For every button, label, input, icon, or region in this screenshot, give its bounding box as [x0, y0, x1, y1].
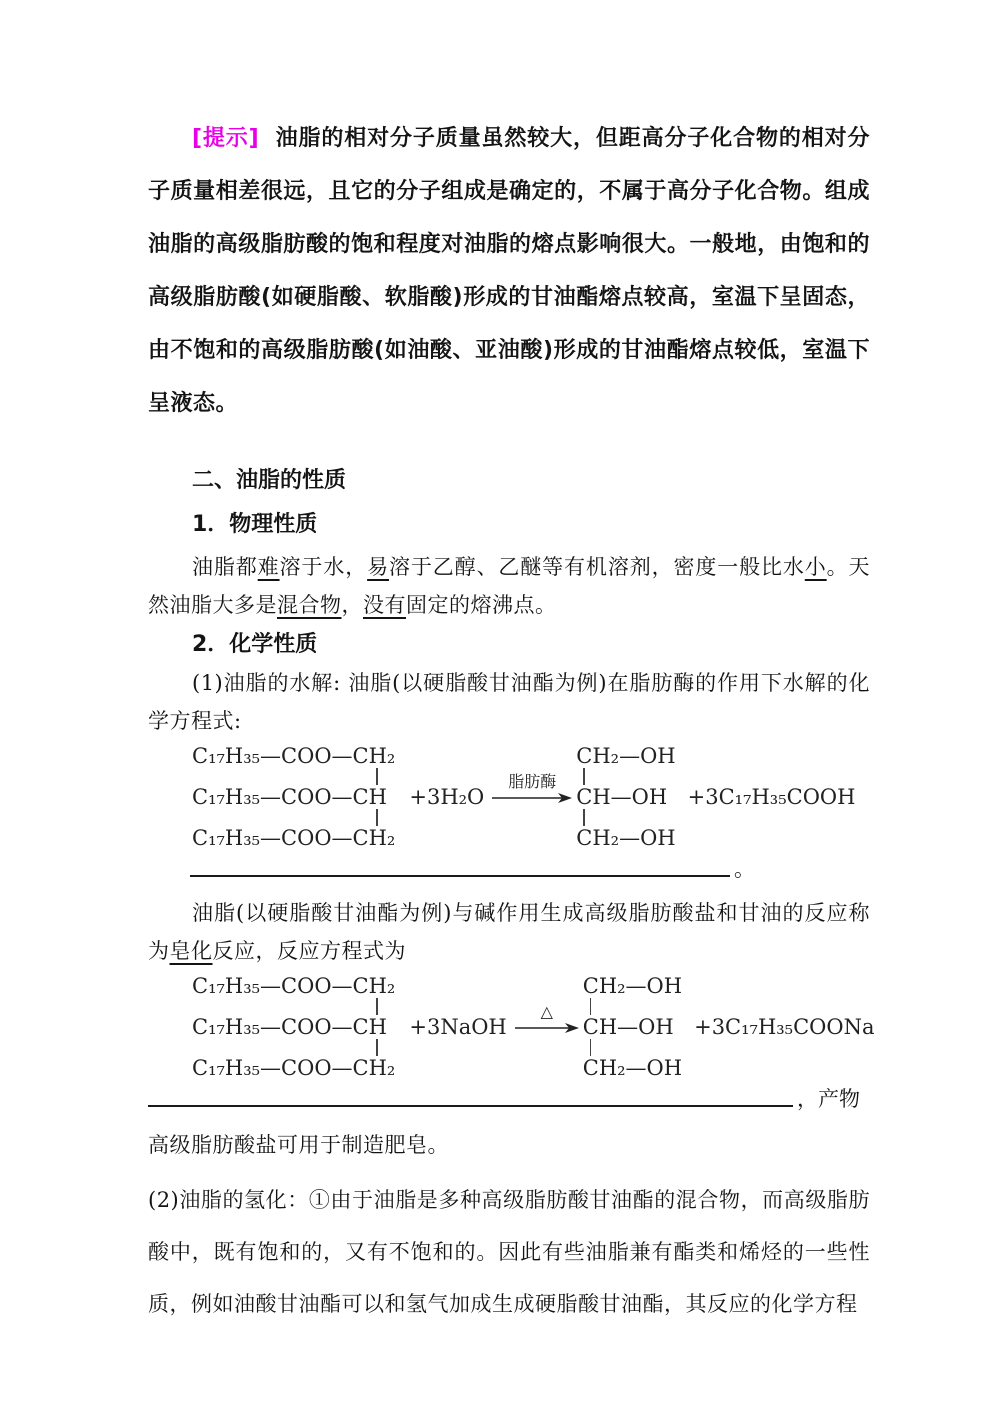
hint-text: 油脂的相对分子质量虽然较大，但距高分子化合物的相对分子质量相差很远，且它的分子组成是确定的，不属于高分子化合物。组成油脂的高级脂肪酸的饱和程度对油脂的熔点影响很大。一般地，由饱和的高级脂肪酸(如硬脂酸、软脂酸)形成的甘油酯熔点较高，室温下呈固态，由不饱和的高级脂肪酸(如油酸、亚油酸)形成的甘油酯熔点较低，室温下呈液态。 [148, 126, 870, 416]
physical-properties-paragraph [148, 548, 870, 624]
glycerol-structure [576, 744, 675, 850]
hydrogenation-paragraph: (2)油脂的氢化：①由于油脂是多种高级脂肪酸甘油酯的混合物，而高级脂肪酸中，既有饱和的，又有不饱和的。因此有些油脂兼有酯类和烯烃的一些性质，例如油酸甘油酯可以和氢气加成生成硬脂酸甘油酯，其反应的化学方程 [148, 1188, 870, 1316]
subsection-heading-physical: 1．物理性质 [192, 512, 318, 537]
formula-row: CH—OH [576, 785, 668, 809]
reaction-arrow [515, 1002, 579, 1034]
triester-structure [192, 744, 395, 850]
product-term: +3C₁₇H₃₅COONa [694, 1015, 875, 1039]
formula-row: C₁₇H₃₅—COO—CH₂ [192, 974, 396, 998]
formula-row: C₁₇H₃₅—COO—CH₂ [192, 1056, 396, 1080]
formula-row: CH₂—OH [582, 1056, 683, 1080]
hydrolysis-equation-main [148, 744, 870, 850]
text-segment: 反应，反应方程式为 [212, 939, 406, 963]
arrow-condition-label: △ [540, 1002, 553, 1021]
bond-line [376, 768, 378, 785]
saponification-equation-foot [148, 1086, 870, 1112]
underlined-term: 小 [804, 555, 827, 579]
reagent-term: +3NaOH [409, 1015, 507, 1039]
saponification-paragraph [148, 894, 870, 970]
formula-row: C₁₇H₃₅—COO—CH₂ [192, 744, 396, 768]
underlined-term: 皂化 [169, 939, 213, 963]
bond-line [583, 809, 585, 826]
formula-row: C₁₇H₃₅—COO—CH [192, 1015, 387, 1039]
formula-row: CH₂—OH [576, 744, 676, 768]
hint-label: [提示] [192, 126, 260, 151]
hydrolysis-equation [148, 744, 870, 882]
formula-row: CH₂—OH [576, 826, 676, 850]
subsection-heading-chemical: 2．化学性质 [192, 632, 318, 657]
underlined-term: 易 [367, 555, 389, 579]
arrow-condition-label: 脂肪酶 [508, 772, 557, 791]
reagent-term: +3H₂O [409, 785, 485, 809]
text-segment: 固定的熔沸点。 [406, 593, 557, 617]
product-term: +3C₁₇H₃₅COOH [687, 785, 856, 809]
triester-structure [192, 974, 395, 1080]
saponification-equation-main [148, 974, 875, 1080]
formula-row: CH₂—OH [582, 974, 683, 998]
bond-line [376, 809, 378, 826]
underlined-term: 难 [257, 555, 280, 579]
hydrolysis-equation-foot [148, 856, 870, 882]
hydrolysis-intro-paragraph: (1)油脂的水解: 油脂(以硬脂酸甘油酯为例)在脂肪酶的作用下水解的化学方程式: [148, 671, 870, 733]
bond-line [376, 1039, 378, 1056]
text-segment: 。天然油脂大多是 [148, 555, 871, 617]
text-segment: 油脂(以硬脂酸甘油酯为例)与碱作用生成高级脂肪酸盐和甘油的反应称为 [148, 901, 870, 963]
saponification-equation [148, 974, 875, 1112]
hint-paragraph [148, 112, 870, 430]
equation-tail-text: 。 [734, 857, 755, 881]
equation-tail-text: ，产物 [797, 1087, 860, 1111]
text-segment: ， [341, 593, 363, 617]
text-segment: 溶于水， [279, 555, 368, 579]
right-arrow-icon [492, 792, 572, 804]
bond-line [376, 998, 378, 1015]
soap-usage-line: 高级脂肪酸盐可用于制造肥皂。 [148, 1133, 449, 1157]
text-segment: 溶于乙醇、乙醚等有机溶剂，密度一般比水 [388, 555, 805, 579]
glycerol-structure [583, 974, 682, 1080]
formula-row: C₁₇H₃₅—COO—CH [192, 785, 387, 809]
bond-line [590, 998, 592, 1015]
bond-line [583, 768, 585, 785]
underlined-term: 没有 [363, 593, 406, 617]
answer-underline [148, 1105, 793, 1107]
formula-row: CH—OH [582, 1015, 674, 1039]
reaction-arrow [492, 772, 572, 804]
formula-row: C₁₇H₃₅—COO—CH₂ [192, 826, 396, 850]
underlined-term: 混合物 [277, 593, 342, 617]
bond-line [590, 1039, 592, 1056]
right-arrow-icon [515, 1022, 579, 1034]
answer-underline [190, 875, 730, 877]
section-heading-oil-properties: 二、油脂的性质 [192, 468, 347, 493]
text-segment: 油脂都 [192, 555, 258, 579]
